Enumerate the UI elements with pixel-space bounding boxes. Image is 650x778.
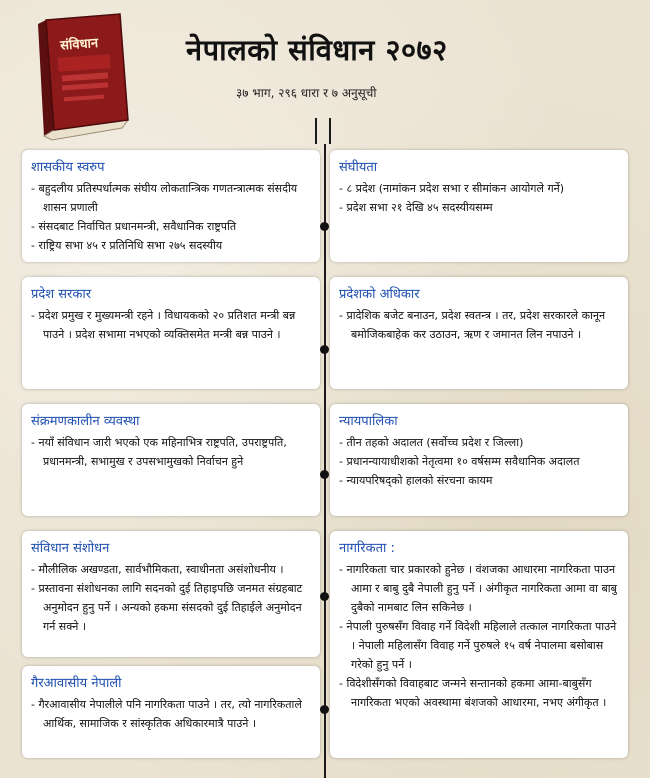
timeline-top-line-left <box>315 118 317 144</box>
card-title: नागरिकता : <box>339 541 395 556</box>
card-title: प्रदेशको अधिकार <box>339 287 420 302</box>
card-line: - संसदबाट निर्वाचित प्रधानमन्त्री, सवैधानिक राष्ट्रपति <box>31 217 311 236</box>
card-title: गैरआवासीय नेपाली <box>31 676 122 691</box>
card-line: - न्यायपरिषद्को हालको संरचना कायम <box>339 471 619 490</box>
timeline-top-line-right <box>329 118 331 144</box>
card-title: न्यायपालिका <box>339 414 398 429</box>
card-line: - प्रादेशिक बजेट बनाउन, प्रदेश स्वतन्त्र । तर, प्रदेश सरकारले कानून बमोजिकबाहेक कर उठाउन, ऋण र जमानत लिन नपाउने । <box>339 306 619 344</box>
card-line: - मौलीलिक अखण्डता, सार्वभौमिकता, स्वाधीनता असंशोधनीय । <box>31 560 311 579</box>
card-line: - नेपाली पुरुषसँग विवाह गर्ने विदेशी महिलाले तत्काल नागरिकता पाउने । नेपाली महिलासँग विवाह गर्ने पुरुषले १५ वर्ष नेपालमा बसोबास गरेको हुनु पर्ने । <box>339 617 619 674</box>
card-line: - विदेशीसँगको विवाहबाट जन्मने सन्तानको हकमा आमा-बाबुसँग नागरिकता भएको अवस्थामा बंशजको आधारमा, नभए अंगीकृत । <box>339 674 619 712</box>
card-sankramankalin-vyavastha <box>22 404 320 516</box>
card-line: - ८ प्रदेश (नामांकन प्रदेश सभा र सीमांकन आयोगले गर्ने) <box>339 179 619 198</box>
card-line: - प्रदेश सभा २१ देखि ४५ सदस्यीयसम्म <box>339 198 619 217</box>
card-shasakiya-swarup <box>22 150 320 262</box>
card-line: - नागरिकता चार प्रकारको हुनेछ । वंशजका आधारमा नागरिकता पाउन आमा र बाबु दुबै नेपाली हुनु पर्ने । अंगीकृत नागरिकता आमा वा बाबु दुबैको नामबाट लिन सकिनेछ । <box>339 560 619 617</box>
card-pradesh-sarkar <box>22 277 320 389</box>
card-nagarikata <box>330 531 628 758</box>
card-line: - राष्ट्रिय सभा ४५ र प्रतिनिधि सभा २७५ सदस्यीय <box>31 236 311 255</box>
card-pradesh-adhikar <box>330 277 628 389</box>
card-sanghiyata <box>330 150 628 262</box>
card-title: प्रदेश सरकार <box>31 287 92 302</box>
card-sanshodhan <box>22 531 320 657</box>
page-subtitle: ३७ भाग, २९६ धारा र ७ अनुसूची <box>236 86 377 100</box>
card-title: संविधान संशोधन <box>31 541 110 556</box>
card-line: - तीन तहको अदालत (सर्वोच्च प्रदेश र जिल्ला) <box>339 433 619 452</box>
card-title: संघीयता <box>339 160 378 175</box>
card-nyayapalika <box>330 404 628 516</box>
timeline-axis <box>324 144 326 778</box>
timeline-dot <box>320 592 329 601</box>
timeline-dot <box>320 470 329 479</box>
card-title: शासकीय स्वरुप <box>31 160 105 175</box>
card-line: - प्रदेश प्रमुख र मुख्यमन्त्री रहने । विधायकको २० प्रतिशत मन्त्री बन्न पाउने । प्रदेश सभामा नभएको व्यक्तिसमेत मन्त्री बन्न पाउने । <box>31 306 311 344</box>
card-line: - प्रधानन्यायाधीशको नेतृत्वमा १० वर्षसम्म सवैधानिक अदालत <box>339 452 619 471</box>
timeline-dot <box>320 705 329 714</box>
timeline-dot <box>320 345 329 354</box>
card-title: संक्रमणकालीन व्यवस्था <box>31 414 140 429</box>
book-label: संविधान <box>59 36 99 54</box>
page-title: नेपालको संविधान २०७२ <box>186 33 448 67</box>
card-line: - गैरआवासीय नेपालीले पनि नागरिकता पाउने । तर, त्यो नागरिकताले आर्थिक, सामाजिक र सांस्कृतिक अधिकारमात्रै पाउने । <box>31 695 311 733</box>
card-line: - प्रस्तावना संशोधनका लागि सदनको दुई तिहाइपछि जनमत संग्रहबाट अनुमोदन हुनु पर्ने । अन्यको हकमा संसदको दुई तिहाईले अनुमोदन गर्न सक्ने । <box>31 579 311 636</box>
constitution-book-icon <box>24 12 134 144</box>
card-line: - नयाँ संविधान जारी भएको एक महिनाभित्र राष्ट्रपति, उपराष्ट्रपति, प्रधानमन्त्री, सभामुख र उपसभामुखको निर्वाचन हुने <box>31 433 311 471</box>
timeline-dot <box>320 222 329 231</box>
card-line: - बहुदलीय प्रतिस्पर्धात्मक संघीय लोकतान्त्रिक गणतन्त्रात्मक संसदीय शासन प्रणाली <box>31 179 311 217</box>
card-gairawasiya-nepali <box>22 666 320 758</box>
